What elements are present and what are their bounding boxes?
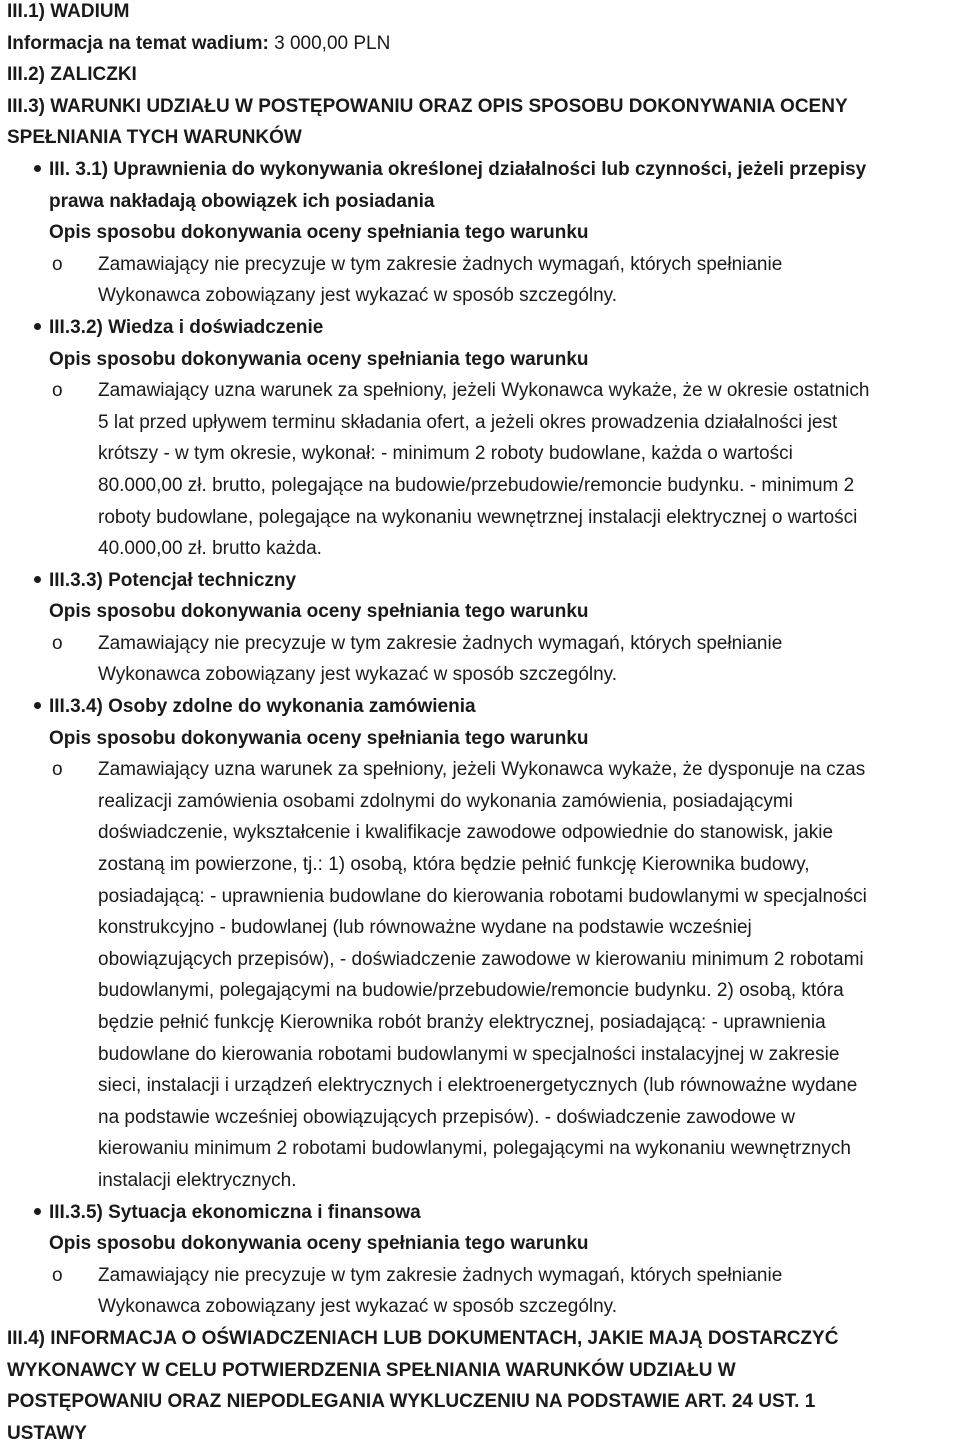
bullet-icon	[30, 565, 44, 597]
heading-wadium: III.1) WADIUM	[7, 1, 130, 22]
section-title-line: III.3.3) Potencjał techniczny	[49, 569, 297, 591]
text-line: zostaną im powierzone, tj.: 1) osobą, która będzie pełnić funkcję Kierownika budowy,	[98, 854, 810, 876]
text-line: roboty budowlane, polegające na wykonaniu wewnętrznej instalacji elektrycznej o wartości	[98, 506, 858, 528]
section-3-4	[7, 691, 954, 754]
text-line: będzie pełnić funkcję Kierownika robót branży elektrycznej, posiadającą: - uprawnienia	[98, 1012, 826, 1033]
wadium-info-label: Informacja na temat wadium:	[7, 32, 269, 54]
wadium-info-value: 3 000,00 PLN	[274, 32, 391, 54]
text-line: konstrukcyjno - budowlanej (lub równoważne wydane na podstawie wcześniej	[98, 917, 752, 939]
section-title-line: III.3.4) Osoby zdolne do wykonania zamówienia	[49, 696, 476, 718]
sub-bullet-icon: o	[52, 759, 63, 781]
bullet-icon	[30, 154, 44, 186]
text-line: Zamawiający nie precyzuje w tym zakresie żadnych wymagań, których spełnianie	[98, 1264, 783, 1286]
opis-label: Opis sposobu dokonywania oceny spełniania tego warunku	[49, 222, 589, 244]
text-line: 40.000,00 zł. brutto każda.	[98, 538, 322, 560]
section-3-2	[7, 312, 954, 375]
heading-oswiadczenia-line-2: WYKONAWCY W CELU POTWIERDZENIA SPEŁNIANIA WARUNKÓW UDZIAŁU W	[7, 1359, 736, 1381]
text-line: Zamawiający nie precyzuje w tym zakresie żadnych wymagań, których spełnianie	[98, 632, 783, 654]
text-line: krótszy - w tym okresie, wykonał: - minimum 2 roboty budowlane, każda o wartości	[98, 443, 793, 465]
heading-oswiadczenia-line-1: III.4) INFORMACJA O OŚWIADCZENIACH LUB DOKUMENTACH, JAKIE MAJĄ DOSTARCZYĆ	[7, 1327, 839, 1349]
text-line: instalacji elektrycznych.	[98, 1169, 297, 1191]
text-line: Zamawiający nie precyzuje w tym zakresie żadnych wymagań, których spełnianie	[98, 253, 783, 275]
bullet-icon	[30, 1197, 44, 1229]
text-line: obowiązujących przepisów), - doświadczenie zawodowe w kierowaniu minimum 2 robotami	[98, 948, 864, 970]
sub-bullet-icon: o	[52, 253, 63, 275]
text-line: budowlane do kierowania robotami budowlanymi w specjalności instalacyjnej w zakresie	[98, 1043, 840, 1065]
text-line: budowlanymi, polegającymi na budowie/przebudowie/remoncie budynku. 2) osobą, która	[98, 980, 844, 1002]
text-line: 80.000,00 zł. brutto, polegające na budowie/przebudowie/remoncie budynku. - minimum 2	[98, 474, 855, 496]
section-title-line: prawa nakładają obowiązek ich posiadania	[49, 190, 435, 212]
heading-warunki-line-1: III.3) WARUNKI UDZIAŁU W POSTĘPOWANIU ORAZ OPIS SPOSOBU DOKONYWANIA OCENY	[7, 95, 848, 117]
heading-zaliczki: III.2) ZALICZKI	[7, 64, 137, 86]
text-line: kierowaniu minimum 2 robotami budowlanymi, polegającymi na wykonaniu wewnętrznych	[98, 1138, 851, 1160]
sub-bullet-icon: o	[52, 632, 63, 654]
section-3-1-text	[7, 249, 954, 312]
text-line: Zamawiający uzna warunek za spełniony, jeżeli Wykonawca wykaże, że w okresie ostatnich	[98, 380, 870, 402]
section-3-5-text	[7, 1260, 954, 1323]
heading-oswiadczenia-line-3: POSTĘPOWANIU ORAZ NIEPODLEGANIA WYKLUCZENIU NA PODSTAWIE ART. 24 UST. 1	[7, 1391, 816, 1413]
section-title-line: III. 3.1) Uprawnienia do wykonywania określonej działalności lub czynności, jeżeli przepisy	[49, 158, 867, 180]
sub-bullet-icon: o	[52, 1264, 63, 1286]
text-line: na podstawie wcześniej obowiązujących przepisów). - doświadczenie zawodowe w	[98, 1106, 796, 1128]
text-line: doświadczenie, wykształcenie i kwalifikacje zawodowe odpowiednie do stanowisk, jakie	[98, 822, 834, 844]
sub-bullet-icon: o	[52, 380, 63, 402]
section-3-4-text	[7, 754, 954, 1196]
opis-label: Opis sposobu dokonywania oceny spełniania tego warunku	[49, 1233, 589, 1255]
heading-warunki-line-2: SPEŁNIANIA TYCH WARUNKÓW	[7, 127, 302, 149]
text-line: 5 lat przed upływem terminu składania ofert, a jeżeli okres prowadzenia działalności jest	[98, 411, 838, 433]
text-line: Wykonawca zobowiązany jest wykazać w sposób szczególny.	[98, 285, 618, 307]
text-line: Zamawiający uzna warunek za spełniony, jeżeli Wykonawca wykaże, że dysponuje na czas	[98, 759, 866, 781]
text-line: realizacji zamówienia osobami zdolnymi do wykonania zamówienia, posiadającymi	[98, 790, 793, 812]
text-line: sieci, instalacji i urządzeń elektrycznych i elektroenergetycznych (lub równoważne wydane	[98, 1075, 858, 1097]
section-3-3-text	[7, 628, 954, 691]
bullet-icon	[30, 312, 44, 344]
opis-label: Opis sposobu dokonywania oceny spełniania tego warunku	[49, 348, 589, 370]
bullet-icon	[30, 691, 44, 723]
section-3-3	[7, 565, 954, 628]
section-3-5	[7, 1197, 954, 1260]
opis-label: Opis sposobu dokonywania oceny spełniania tego warunku	[49, 601, 589, 623]
section-3-2-text	[7, 375, 954, 565]
text-line: posiadającą: - uprawnienia budowlane do kierowania robotami budowlanymi w specjalności	[98, 885, 867, 907]
section-3-1	[7, 154, 954, 249]
opis-label: Opis sposobu dokonywania oceny spełniania tego warunku	[49, 727, 589, 749]
text-line: Wykonawca zobowiązany jest wykazać w sposób szczególny.	[98, 664, 618, 686]
text-line: Wykonawca zobowiązany jest wykazać w sposób szczególny.	[98, 1296, 618, 1318]
heading-oswiadczenia-line-4: USTAWY	[7, 1422, 87, 1444]
section-title-line: III.3.2) Wiedza i doświadczenie	[49, 316, 324, 338]
wadium-info	[7, 28, 954, 60]
section-title-line: III.3.5) Sytuacja ekonomiczna i finansowa	[49, 1201, 421, 1223]
